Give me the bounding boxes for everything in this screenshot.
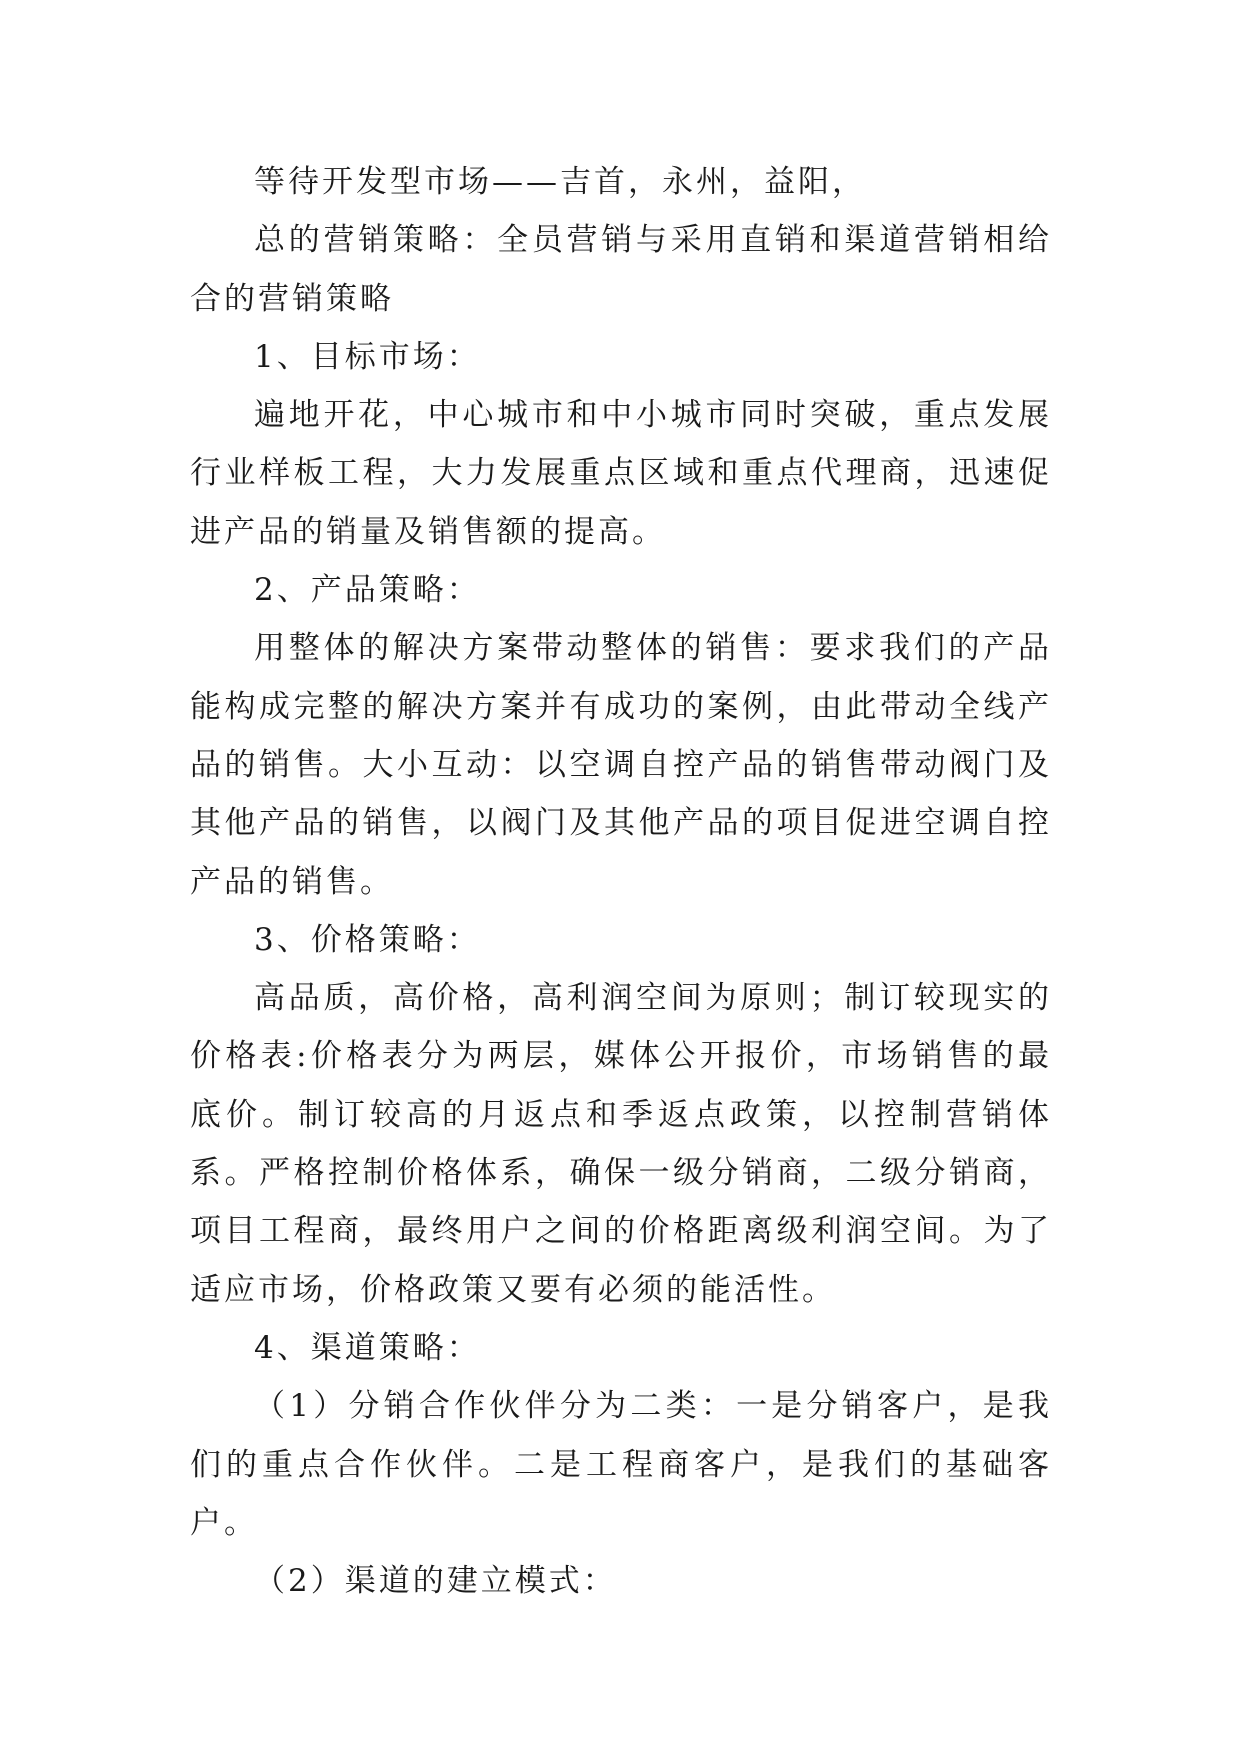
paragraph-channel-model: （2）渠道的建立模式： [254, 1563, 617, 1600]
paragraph-product-strategy: 用整体的解决方案带动整体的销售：要求我们的产品能构成完整的解决方案并有成功的案例，由此带动全线产品的销售。大小互动：以空调自控产品的销售带动阀门及其他产品的销售，以阀门及其他产品的项目促进空调自控产品的销售。 [190, 630, 1052, 900]
paragraph-overall-strategy: 总的营销策略：全员营销与采用直销和渠道营销相给合的营销策略 [190, 222, 1052, 317]
paragraph-price-strategy: 高品质，高价格，高利润空间为原则；制订较现实的价格表:价格表分为两层，媒体公开报价，市场销售的最底价。制订较高的月返点和季返点政策，以控制营销体系。严格控制价格体系，确保一级分销商，二级分销商，项目工程商，最终用户之间的价格距离级利润空间。为了适应市场，价格政策又要有必须的能活性。 [190, 980, 1052, 1308]
paragraph-markets: 等待开发型市场——吉首，永州，益阳， [254, 164, 866, 200]
heading-price-strategy: 3、价格策略： [254, 921, 481, 958]
paragraph-target-market: 遍地开花，中心城市和中小城市同时突破，重点发展行业样板工程，大力发展重点区域和重点代理商，迅速促进产品的销量及销售额的提高。 [190, 397, 1052, 550]
paragraph-channel-partners: （1）分销合作伙伴分为二类：一是分销客户，是我们的重点合作伙伴。二是工程商客户，是我们的基础客户。 [190, 1388, 1052, 1541]
heading-target-market: 1、目标市场： [254, 338, 481, 375]
heading-channel-strategy: 4、渠道策略： [254, 1329, 481, 1366]
heading-product-strategy: 2、产品策略： [254, 572, 481, 609]
document-body [190, 153, 1052, 1610]
